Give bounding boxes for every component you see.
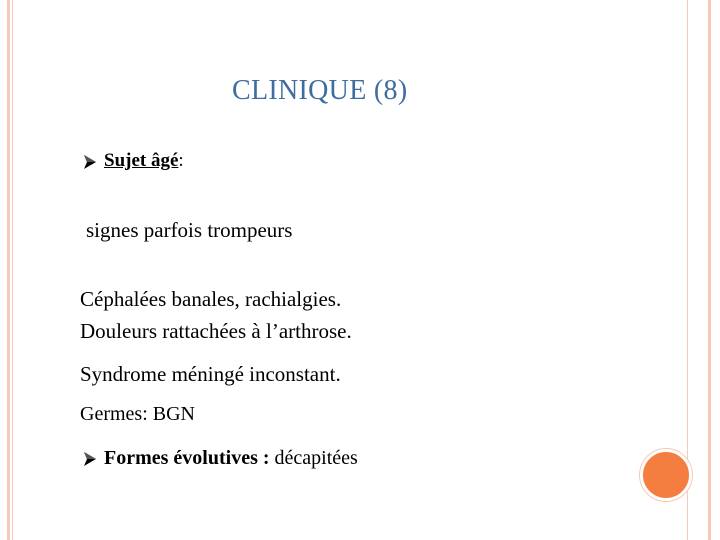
decorative-circle	[640, 449, 692, 501]
bullet-formes-text	[104, 447, 358, 470]
bullet-sujet-age-text	[104, 150, 184, 172]
formes-rest: décapitées	[269, 447, 358, 469]
line-cephalees: Céphalées banales, rachialgies.	[80, 287, 342, 311]
sujet-age-label: Sujet âgé	[104, 150, 179, 171]
line-germes: Germes: BGN	[80, 403, 195, 425]
line-signes: signes parfois trompeurs	[86, 218, 293, 242]
line-douleurs: Douleurs rattachées à l’arthrose.	[80, 319, 352, 343]
line-syndrome: Syndrome méningé inconstant.	[80, 362, 341, 386]
bullet-formes-evolutives	[82, 447, 422, 473]
arrow-bullet-icon	[82, 451, 98, 467]
bullet-sujet-age	[82, 150, 382, 174]
slide-title: CLINIQUE (8)	[232, 75, 408, 106]
arrow-bullet-icon	[82, 154, 98, 170]
sujet-age-colon: :	[178, 150, 184, 171]
formes-evolutives-label: Formes évolutives :	[104, 447, 270, 469]
